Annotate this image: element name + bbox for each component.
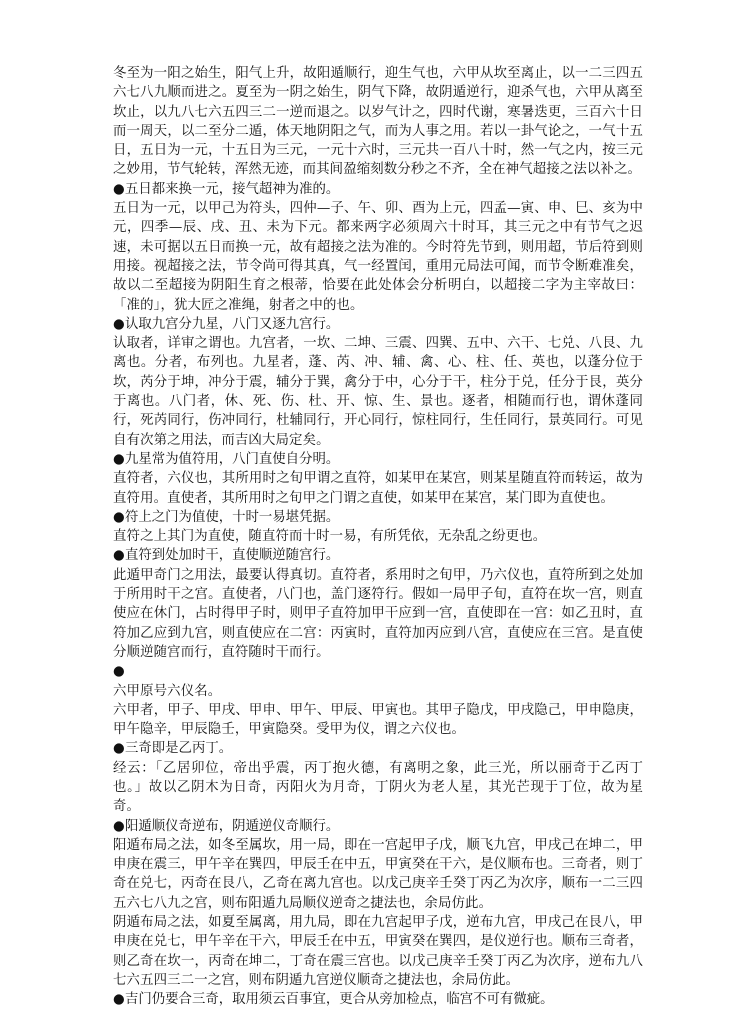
- verse-text: 吉门仍要合三奇，取用须云百事宜，更合从旁加检点，临宫不可有微疵。: [125, 992, 554, 1008]
- bullet-icon: ●: [113, 181, 125, 197]
- verse-line: [113, 817, 643, 836]
- paragraph: 直符之上其门为直使，随直符而十时一易，有所凭依，无杂乱之纷更也。: [113, 529, 547, 545]
- verse-text: 符上之门为值使，十时一易堪凭据。: [125, 509, 340, 525]
- paragraph: 冬至为一阳之始生，阳气上升，故阳遁顺行，迎生气也，六甲从坎至离止，以一二三四五六七八九顺而进之。夏至为一阴之始生，阴气下降，故阴遁逆行，迎杀气也，六甲从离至坎止，以九八七六五四三二一逆而退之。以岁气计之，四时代谢，寒暑迭更，三百六十日而一周天，以二至分二遁，体天地阴阳之气，而为人事之用。若以一卦气论之，一气十五日，五日为一元，十五日为三元，一元十六时，三元共一百八十时，然一气之内，按三元之妙用，节气轮转，浑然无迹，而其间盈缩刻数分秒之不齐，全在神气超接之法以补之。: [113, 66, 643, 178]
- verse-line: [113, 739, 643, 758]
- bullet-icon: ●: [113, 664, 125, 680]
- verse-text: 认取九宫分九星，八门又逐九宫行。: [125, 316, 340, 332]
- paragraph: 阳遁布局之法，如冬至属坎，用一局，即在一宫起甲子戊，顺飞九宫，甲戌己在坤二，甲申庚在震三，甲午辛在巽四，甲辰壬在中五，甲寅癸在干六，是仪顺布也。三奇者，则丁奇在兑七，丙奇在艮八，乙奇在离九宫也。以戊己庚辛壬癸丁丙乙为次序，顺布一二三四五六七八九之宫，则布阳遁九局顺仪逆奇之捷法也，余局仿此。: [113, 837, 643, 911]
- verse-text: 直符到处加时干，直使顺逆随宫行。: [125, 548, 340, 564]
- bullet-icon: ●: [113, 509, 125, 525]
- bullet-icon: ●: [113, 741, 125, 757]
- paragraph: 六甲者，甲子、甲戌、甲申、甲午、甲辰、甲寅也。其甲子隐戊，甲戌隐己，甲申隐庚，甲午隐辛，甲辰隐壬，甲寅隐癸。受甲为仪，谓之六仪也。: [113, 702, 643, 738]
- paragraph: 五日为一元，以甲己为符头，四仲—子、午、卯、酉为上元，四孟—寅、申、巳、亥为中元，四季—辰、戌、丑、未为下元。都来两字必须周六十时耳，其三元之中有节气之迟速，未可据以五日而换一元，故有超接之法为准的。今时符先节到，则用超，节后符到则用接。视超接之法，节令尚可得其真，气一经置闰，重用元局法可闻，而节令断难准矣，故以二至超接为阴阳生育之根蒂，恰要在此处体会分析明白，以超接二字为主宰故曰：「准的」，犹大匠之准绳，射者之中的也。: [113, 201, 643, 313]
- verse-line: [113, 508, 643, 527]
- paragraph: 直符者，六仪也，其所用时之旬甲谓之直符，如某甲在某宫，则某星随直符而转运，故为直符用。直使者，其所用时之旬甲之门谓之直使，如某甲在某宫，某门即为直使也。: [113, 471, 643, 506]
- verse-text: 五日都来换一元，接气超神为准的。: [125, 181, 340, 197]
- verse-line: [113, 662, 643, 681]
- verse-heading: 六甲原号六仪名。: [113, 683, 222, 699]
- bullet-icon: ●: [113, 548, 125, 564]
- bullet-icon: ●: [113, 316, 125, 332]
- bullet-icon: ●: [113, 992, 125, 1008]
- document-page: [113, 64, 643, 1010]
- verse-line: [113, 546, 643, 565]
- verse-line: [113, 315, 643, 334]
- verse-text: 阳遁顺仪奇逆布，阴遁逆仪奇顺行。: [125, 818, 340, 834]
- verse-line: [113, 180, 643, 199]
- verse-line: [113, 990, 643, 1009]
- bullet-icon: ●: [113, 451, 125, 467]
- verse-line: [113, 450, 643, 469]
- verse-text: 三奇即是乙丙丁。: [125, 741, 233, 757]
- bullet-icon: ●: [113, 818, 125, 834]
- paragraph: 认取者，详审之谓也。九宫者，一坎、二坤、三震、四巽、五中、六干、七兑、八艮、九离也。分者，布列也。九星者，蓬、芮、冲、辅、禽、心、柱、任、英也，以蓬分位于坎，芮分于坤，冲分于震，辅分于巽，禽分于中，心分于干，柱分于兑，任分于艮，英分于离也。八门者，休、死、伤、杜、开、惊、生、景也。逐者，相随而行也，谓休蓬同行，死芮同行，伤冲同行，杜辅同行，开心同行，惊柱同行，生任同行，景英同行。可见自有次第之用法，而吉凶大局定矣。: [113, 336, 643, 448]
- paragraph: 此遁甲奇门之用法，最要认得真切。直符者，系用时之旬甲，乃六仪也，直符所到之处加于所用时干之宫。直使者，八门也，盖门逐符行。假如一局甲子旬，直符在坎一宫，则直使应在休门，占时得甲子时，则甲子直符加甲干应到一宫，直使即在一宫：如乙丑时，直符加乙应到九宫，则直使应在二宫：丙寅时，直符加丙应到八宫，直使应在三宫。是直使分顺逆随宫而行，直符随时干而行。: [113, 567, 643, 660]
- verse-text: 九星常为值符用，八门直使自分明。: [125, 451, 340, 467]
- paragraph: 阴遁布局之法，如夏至属离，用九局，即在九宫起甲子戊，逆布九宫，甲戌己在艮八，甲申庚在兑七，甲午辛在干六，甲辰壬在中五，甲寅癸在巽四，是仪逆行也。顺布三奇者，则乙奇在坎一，丙奇在坤二，丁奇在震三宫也。以戊己庚辛壬癸丁丙乙为次序，逆布九八七六五四三二一之宫，则布阴遁九宫逆仪顺奇之捷法也，余局仿此。: [113, 915, 643, 988]
- paragraph: 经云：「乙居卯位，帝出乎震，丙丁抱火德，有离明之象，此三光，所以丽奇于乙丙丁也。」故以乙阴木为日奇，丙阳火为月奇，丁阴火为老人星，其光芒现于丁位，故为星奇。: [113, 760, 643, 815]
